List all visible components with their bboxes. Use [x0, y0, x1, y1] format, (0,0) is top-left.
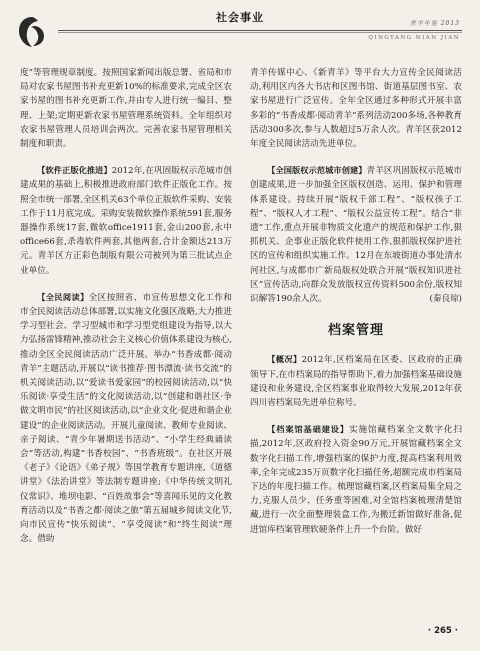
- paragraph-archive-infrastructure: 【档案馆基础建设】实施馆藏档案全文数字化扫描,2012年,区政府投入资金90万元,开展馆藏档案全文数字化扫描工作,增强档案的保护力度,提高档案利用效率,全年完成235万页数字化扫描任务,超额完成市档案局下达的年度扫描工作。梳理馆藏档案,区档案局集全局之力,克服人员少、任务重等困难,对全馆档案梳理清楚馆藏,进行一次全面整理装盒工作,为搬迁新馆做好准备,促进馆库档案管理软硬条件上升一个台阶。做好: [250, 424, 462, 535]
- header-divider: [58, 30, 462, 31]
- almanac-name-pinyin: QINGYANG NIAN JIAN: [368, 35, 460, 41]
- left-column: [20, 66, 232, 547]
- page-header: [0, 0, 480, 64]
- paragraph-copyright-city: 【全国版权示范城市创建】青羊区巩固版权示范城市创建成果,进一步加强全区版权创造、运用、保护和管理体系建设。持续开展“版权千部工程”、“版权孩子工程”、“版权人才工程”、“版权公益宣传工程”。结合“非遗”工作,重点开展非物质文化遗产的规范和保护工作,狠抓机关、企事业正版化软件使用工作,狠抓版权保护进社区的宣传和组织实施工作。12月在东坡街道办事处清水河社区,与成都市广新局版权处联合开展“版权知识进社区”宣传活动,向群众发放版权宣传资料500余份,版权知识解答190余人次。 (秦良琼): [250, 163, 462, 306]
- author-credit: (秦良琼): [429, 294, 462, 305]
- heading-software-licensing: 【软件正版化推进】: [37, 165, 112, 176]
- page-number: · 265 ·: [427, 626, 458, 636]
- paragraph-national-reading: 【全民阅读】全区按照省、市宣传思想文化工作和市全民阅读活动总体部署,以实施文化强区战略,大力推进学习型社会、学习型城市和学习型党组建设为指导,以大力弘扬雷锋精神,推动社会主义核心价值体系建设为核心,推动全区全民阅读活动广泛开展。举办“书香成都·阅动青羊”主题活动,开展以“读书推荐·图书漂流·读书交流”的机关阅读活动,以“爱读书爱家园”的校园阅读活动,以“快乐阅读·享受生活”的文化阅读活动,以“创建和谐社区·争做文明市民”的社区阅读活动,以“企业文化·促进和谐企业建设”的企业阅读活动。开展儿童阅读、教师专业阅读、亲子阅读、“青少年暑期送书活动”、“小学生经典诵读会”等活动,构建“书香校园”、“书香班级”。在社区开展《老子》《论语》《弟子规》等国学教育专题讲座,《道德讲堂》《法治讲堂》等法制专题讲座;《中华传统文明礼仪常识》、堆坝电影、“百姓故事会”等喜闻乐见的文化教育活动以及“书香之都·阅读之旅”第五届城乡阅读文化节,向市民宣传“快乐阅读”、“享受阅读”和“终生阅读”理念。借助: [20, 291, 232, 545]
- heading-overview: 【概况】: [267, 354, 302, 365]
- heading-copyright-city: 【全国版权示范城市创建】: [267, 165, 367, 176]
- heading-national-reading: 【全民阅读】: [37, 291, 89, 302]
- section-title: 社会事业: [216, 11, 264, 24]
- paragraph-software-licensing: 【软件正版化推进】2012年,在巩固版权示范城市创建成果的基础上,积极推进政府部门软件正版化工作。按照全市统一部署,全区机关63个单位正版软件采购、安装工作于11月底完成。采购安装微软操作系统591套,服务器操作系统17套,微软office1911套,金山200套,永中office66套,杀毒软件两套,其他两套,合计金额达213万元。青羊区方正彩色制版有限公司被列为第三批试点企业单位。: [20, 165, 232, 276]
- section-heading-archives: 档案管理: [327, 323, 384, 339]
- header-divider-thin: [58, 32, 462, 33]
- paragraph-reading-promotion: 青羊传媒中心、《新青羊》等平台大力宣传全民阅读活动,利用区内各大书店和区图书馆、街道基层图书室、农家书屋进行广泛宣传。全年全区通过多种形式开展丰富多彩的“书香成都·阅动青羊”系列活动200多场,各种教育活动300多次,参与人数超过5万余人次。青羊区获2012年度全民阅读活动先进单位。: [250, 68, 462, 150]
- heading-archive-infrastructure: 【档案馆基础建设】: [267, 424, 349, 435]
- right-column: [250, 66, 462, 537]
- almanac-name: 青羊年鉴 2013: [409, 20, 460, 27]
- paragraph-library-updates: 度”等管理规章制度。按照国家新闻出版总署、省局和市局对农家书屋图书补充更新10%的标准要求,完成全区农家书屋的图书补充更新工作,并由专人进行统一编目、整理、上架;定期更新农家书屋管理系统资料。全年组织对农家书屋管理人员培训会两次。完善农家书屋管理相关制度和职责。: [20, 68, 232, 150]
- paragraph-archives-overview: 【概况】2012年,区档案局在区委、区政府的正确领导下,在市档案局的指导帮助下,着力加强档案基础设施建设和业务建设,全区档案事业取得较大发展,2012年获四川省档案局先进单位称号。: [250, 354, 462, 409]
